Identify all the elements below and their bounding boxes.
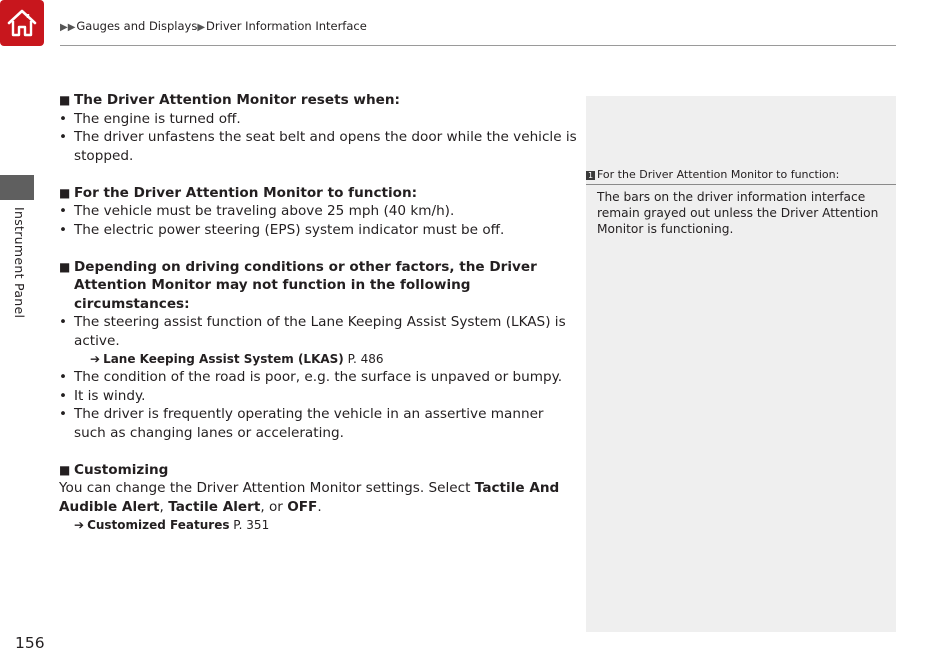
- breadcrumb-item-driver-info[interactable]: Driver Information Interface: [206, 19, 367, 33]
- square-bullet-icon: ■: [59, 93, 71, 107]
- chapter-tab-marker: [0, 175, 34, 200]
- home-button[interactable]: [0, 0, 44, 46]
- section-heading: ■ Depending on driving conditions or other factors, the Driver Attention Monitor may not function in the following circumstances:: [59, 258, 537, 312]
- side-note-body: The bars on the driver information interface remain grayed out unless the Driver Attention Monitor is functioning.: [597, 190, 879, 236]
- home-icon: [5, 6, 39, 40]
- square-bullet-icon: ■: [59, 185, 71, 200]
- side-note-title: 1 For the Driver Attention Monitor to function:: [586, 168, 896, 185]
- chapter-tab-label[interactable]: Instrument Panel: [12, 207, 27, 319]
- section-heading: ■ For the Driver Attention Monitor to function:: [59, 184, 418, 201]
- square-bullet-icon: ■: [59, 462, 71, 477]
- list-item: • The electric power steering (EPS) system indicator must be off.: [59, 221, 505, 238]
- main-content: [59, 91, 579, 534]
- breadcrumb-arrow-icon: ▶: [197, 22, 206, 33]
- cross-reference-link[interactable]: ➔ Customized Features P. 351: [74, 518, 270, 532]
- section-heading: ■ Customizing: [59, 461, 169, 478]
- cross-reference-link[interactable]: ➔ Lane Keeping Assist System (LKAS) P. 486: [90, 352, 384, 366]
- list-item: • The engine is turned off.: [59, 110, 241, 127]
- breadcrumb-item-gauges[interactable]: Gauges and Displays: [76, 19, 198, 33]
- list-item: • The condition of the road is poor, e.g. the surface is unpaved or bumpy.: [59, 369, 563, 385]
- square-bullet-icon: ■: [59, 259, 71, 274]
- list-item: • The vehicle must be traveling above 25 mph (40 km/h).: [59, 203, 455, 219]
- list-item: • The driver is frequently operating the vehicle in an assertive manner such as changing lanes or accelerating.: [59, 406, 544, 441]
- side-note-panel: [586, 96, 896, 632]
- list-item: • It is windy.: [59, 387, 146, 404]
- header-divider: [60, 45, 896, 46]
- reference-arrow-icon: ➔: [74, 518, 85, 532]
- customizing-paragraph: You can change the Driver Attention Monitor settings. Select Tactile And Audible Alert, Tactile Alert, or OFF.: [59, 480, 560, 515]
- page-number: 156: [15, 634, 45, 652]
- breadcrumb: [60, 19, 367, 33]
- reference-arrow-icon: ➔: [90, 352, 101, 366]
- breadcrumb-arrow-icon: ▶▶: [60, 22, 76, 33]
- note-marker-icon: 1: [587, 171, 594, 180]
- section-heading: ■ The Driver Attention Monitor resets when:: [59, 92, 400, 108]
- list-item: • The steering assist function of the Lane Keeping Assist System (LKAS) is active.: [59, 314, 566, 349]
- list-item: • The driver unfastens the seat belt and opens the door while the vehicle is stopped.: [59, 129, 577, 164]
